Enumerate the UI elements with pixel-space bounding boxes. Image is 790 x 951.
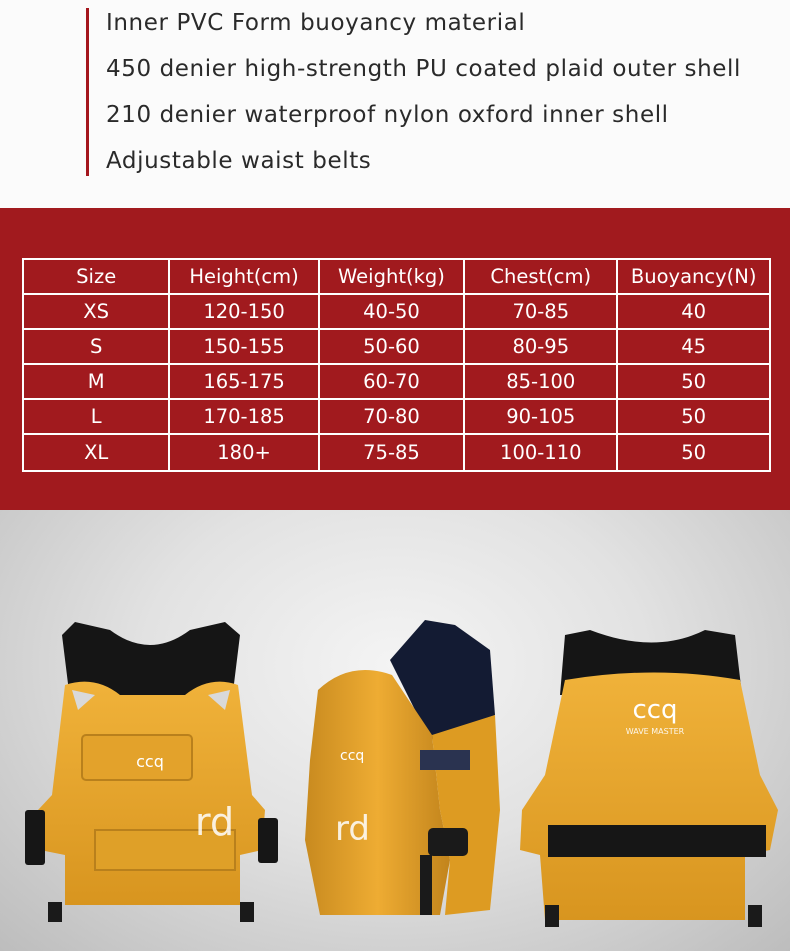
feature-item: Adjustable waist belts bbox=[106, 148, 372, 174]
svg-text:rd: rd bbox=[335, 809, 370, 849]
column-header-chest: Chest(cm) bbox=[465, 260, 618, 295]
column-header-buoyancy: Buoyancy(N) bbox=[618, 260, 769, 295]
cell-weight: 40-50 bbox=[320, 295, 465, 330]
svg-text:ccq: ccq bbox=[136, 752, 164, 771]
cell-size: L bbox=[24, 400, 170, 435]
table-row bbox=[24, 365, 769, 400]
cell-buoyancy: 40 bbox=[618, 295, 769, 330]
size-table bbox=[22, 258, 771, 472]
cell-weight: 75-85 bbox=[320, 435, 465, 470]
feature-item: Inner PVC Form buoyancy material bbox=[106, 10, 526, 36]
size-chart-section bbox=[0, 208, 790, 510]
cell-buoyancy: 50 bbox=[618, 365, 769, 400]
cell-height: 180+ bbox=[170, 435, 319, 470]
cell-size: XL bbox=[24, 435, 170, 470]
cell-height: 165-175 bbox=[170, 365, 319, 400]
cell-size: M bbox=[24, 365, 170, 400]
feature-items bbox=[106, 4, 741, 188]
feature-item: 450 denier high-strength PU coated plaid outer shell bbox=[106, 56, 742, 82]
vest-front-view bbox=[25, 622, 278, 922]
cell-height: 120-150 bbox=[170, 295, 319, 330]
cell-chest: 85-100 bbox=[465, 365, 618, 400]
cell-weight: 50-60 bbox=[320, 330, 465, 365]
feature-item: 210 denier waterproof nylon oxford inner shell bbox=[106, 102, 669, 128]
cell-height: 170-185 bbox=[170, 400, 319, 435]
accent-bar bbox=[86, 8, 89, 176]
cell-buoyancy: 50 bbox=[618, 400, 769, 435]
cell-height: 150-155 bbox=[170, 330, 319, 365]
cell-weight: 70-80 bbox=[320, 400, 465, 435]
table-row bbox=[24, 330, 769, 365]
cell-chest: 70-85 bbox=[465, 295, 618, 330]
cell-weight: 60-70 bbox=[320, 365, 465, 400]
table-row bbox=[24, 400, 769, 435]
svg-text:WAVE MASTER: WAVE MASTER bbox=[625, 727, 685, 736]
svg-text:ccq: ccq bbox=[340, 748, 365, 764]
vest-back-view bbox=[520, 630, 778, 927]
table-row bbox=[24, 295, 769, 330]
product-photo bbox=[0, 510, 790, 951]
svg-text:ccq: ccq bbox=[632, 695, 678, 725]
column-header-weight: Weight(kg) bbox=[320, 260, 465, 295]
feature-list bbox=[0, 0, 790, 208]
cell-size: S bbox=[24, 330, 170, 365]
table-row bbox=[24, 435, 769, 470]
cell-chest: 80-95 bbox=[465, 330, 618, 365]
table-header-row bbox=[24, 260, 769, 295]
cell-chest: 100-110 bbox=[465, 435, 618, 470]
life-vest-illustration bbox=[0, 510, 790, 951]
svg-text:rd: rd bbox=[195, 800, 235, 844]
column-header-size: Size bbox=[24, 260, 170, 295]
cell-buoyancy: 45 bbox=[618, 330, 769, 365]
column-header-height: Height(cm) bbox=[170, 260, 319, 295]
cell-buoyancy: 50 bbox=[681, 441, 707, 464]
vest-side-view bbox=[305, 620, 500, 915]
cell-size: XS bbox=[24, 295, 170, 330]
cell-chest: 90-105 bbox=[465, 400, 618, 435]
